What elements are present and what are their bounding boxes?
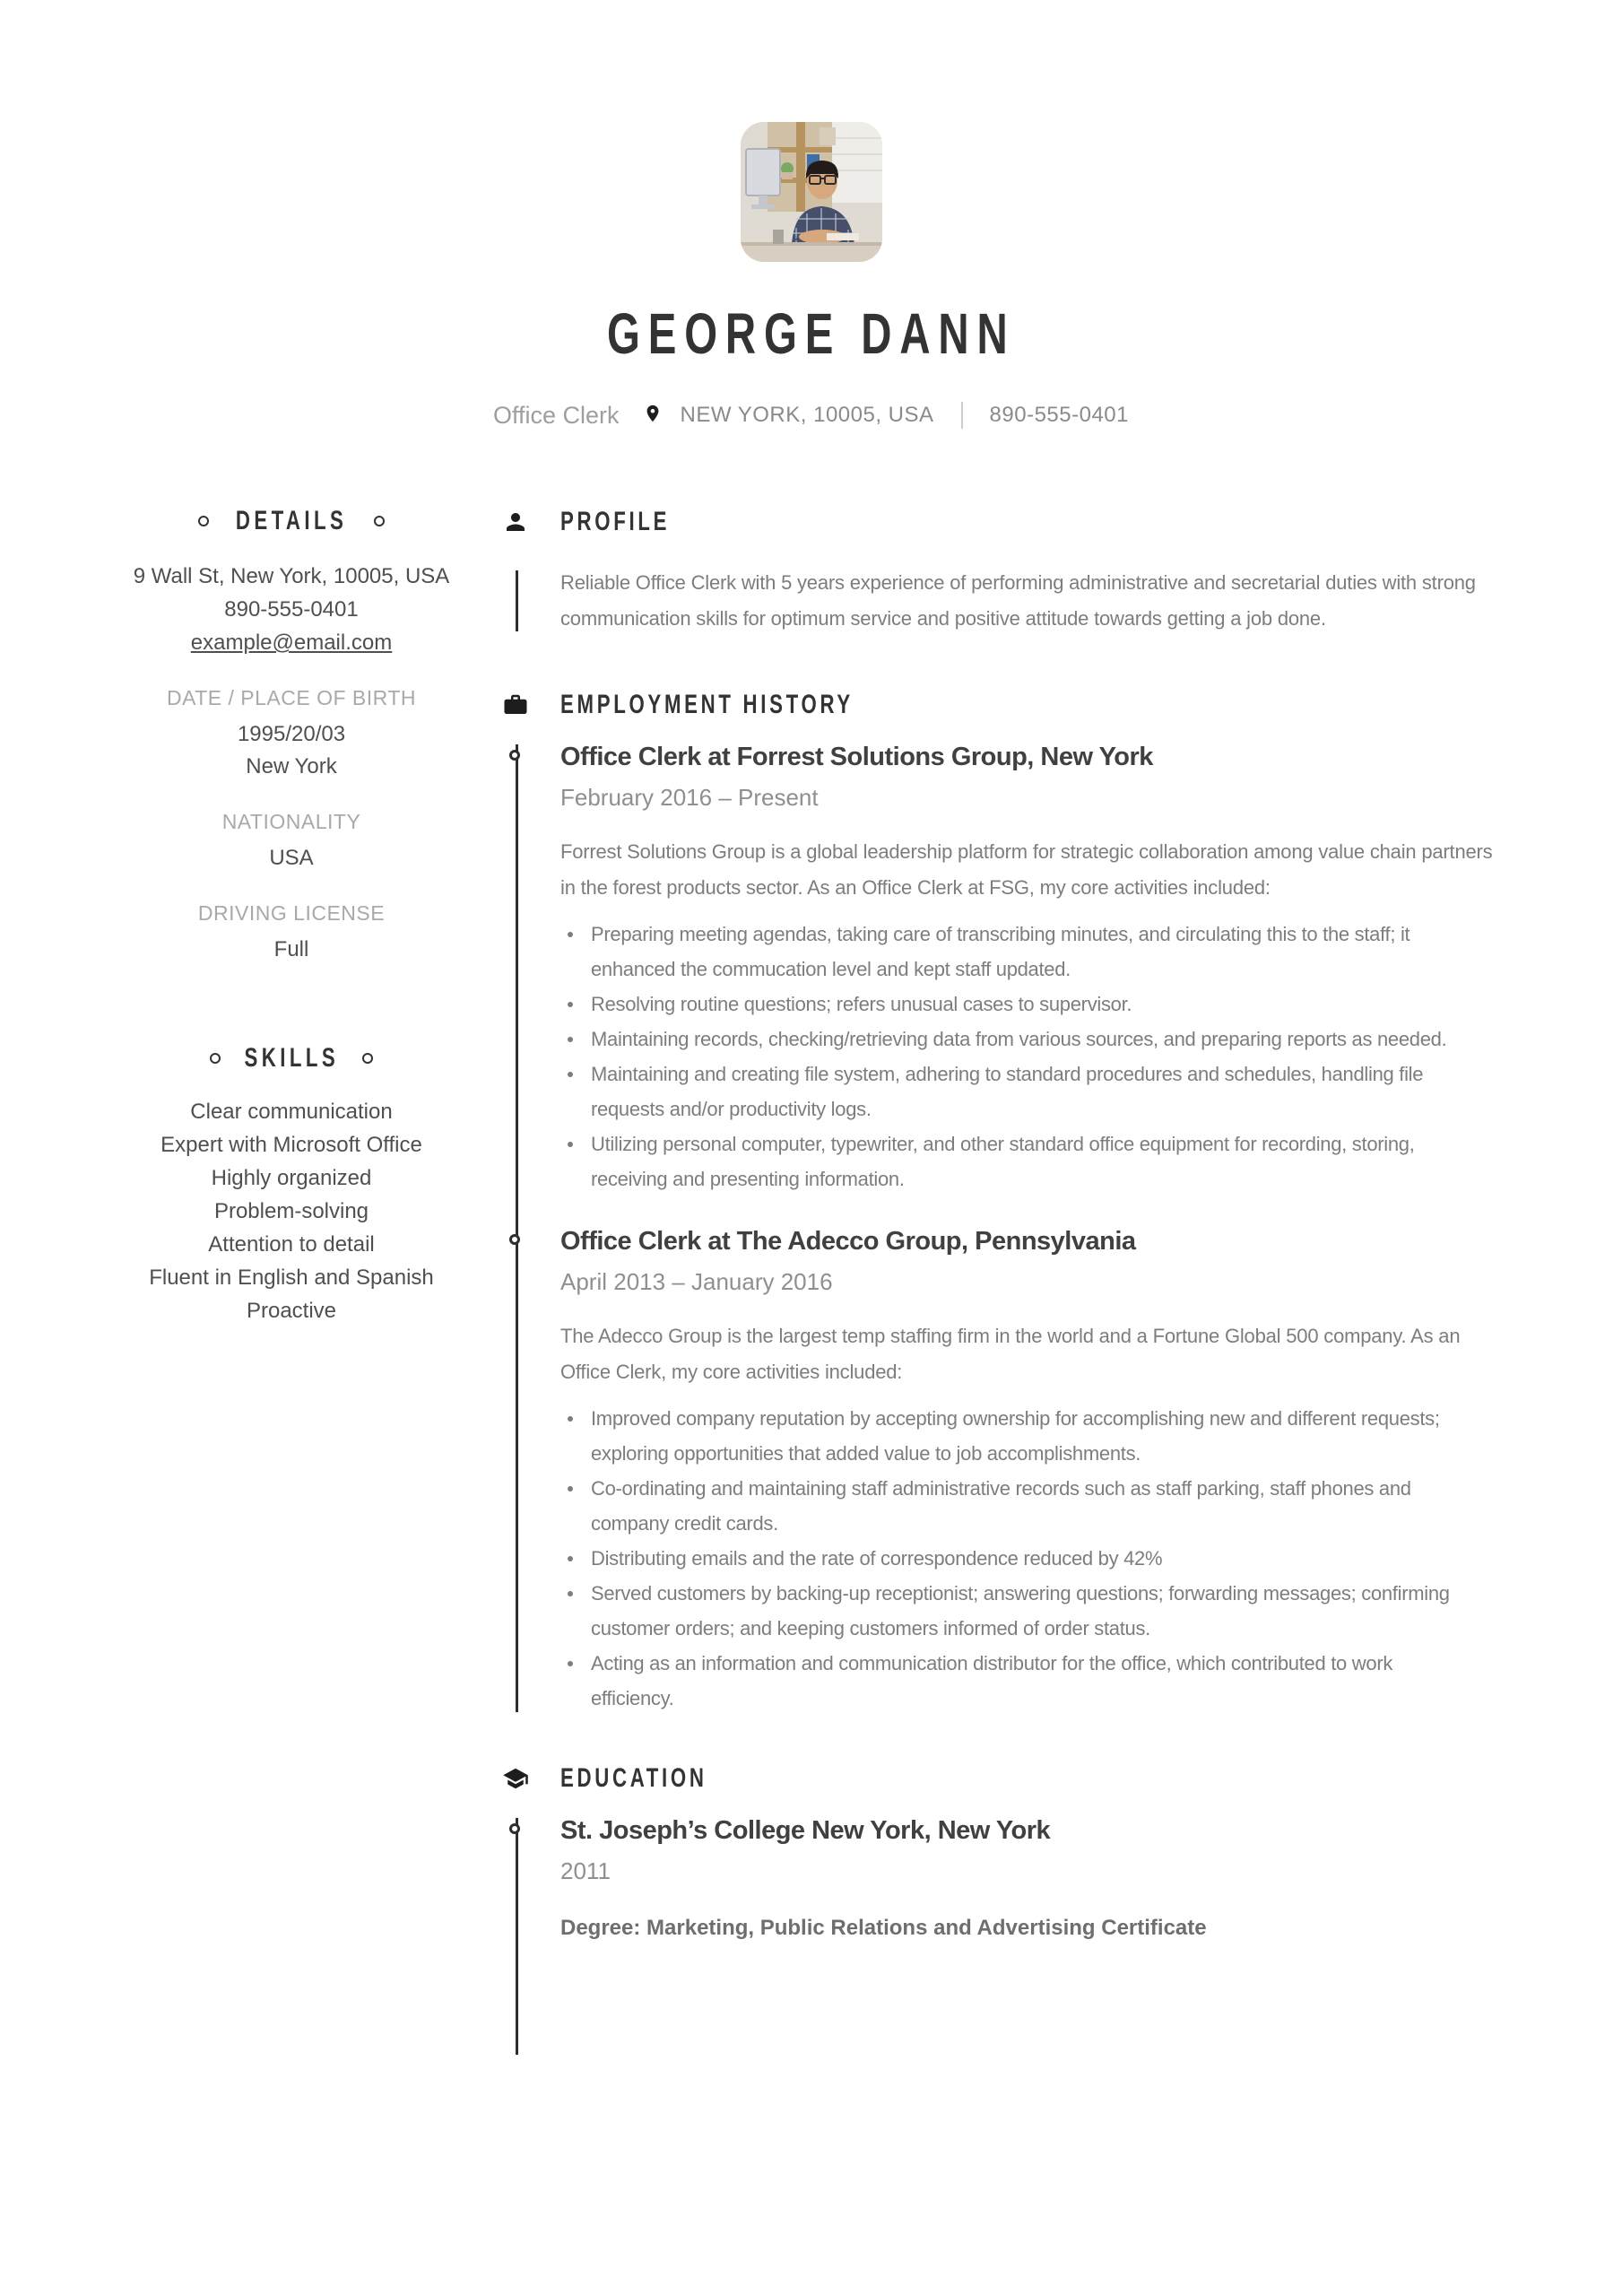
job-entry [502,1225,1523,1716]
detail-label: DRIVING LICENSE [197,901,386,925]
bullet-item: Co-ordinating and maintaining staff administrative records such as staff parking, staff phones and company credit cards. [560,1471,1470,1541]
detail-value: USA [269,846,314,870]
skill-item: Problem-solving [213,1199,369,1223]
header-subtitle [0,400,1622,430]
sidebar [90,506,493,2058]
candidate-job-title: Office Clerk [492,401,620,429]
skills-section [90,1043,493,1327]
school-entry [502,1814,1523,1942]
skill-item: Attention to detail [208,1232,375,1257]
skill-item: Fluent in English and Spanish [149,1265,434,1290]
education-section-title: EDUCATION [560,1763,707,1793]
timeline-node-icon [509,750,520,761]
ring-icon [374,516,385,526]
email-link[interactable]: example@email.com [190,631,393,655]
bullet-item: Improved company reputation by accepting ownership for accomplishing new and different requests; exploring opportunities that added value to job accomplishments. [560,1401,1470,1471]
skill-item: Highly organized [211,1166,372,1190]
job-summary: The Adecco Group is the largest temp staffing firm in the world and a Fortune Global 500 company. As an Office Clerk, my core activities included: [560,1325,1461,1383]
profile-text: Reliable Office Clerk with 5 years experience of performing administrative and secretarial duties with strong communication skills for optimum service and positive attitude towards getting a job done. [560,571,1476,630]
timeline-node-icon [509,1823,520,1834]
header [0,0,1622,430]
detail-label: DATE / PLACE OF BIRTH [166,686,417,709]
profile-section [502,506,1523,637]
profile-section-title: PROFILE [560,507,671,536]
detail-group-license [90,900,493,966]
school-title: St. Joseph’s College New York, New York [560,1816,1051,1845]
employment-section [502,689,1523,1716]
bullet-item: Acting as an information and communication distributor for the office, which contributed to work efficiency. [560,1646,1470,1716]
bullet-item: Served customers by backing-up receptionist; answering questions; forwarding messages; confirming customer orders; and keeping customers informed of order status. [560,1576,1470,1646]
bullet-item: Utilizing personal computer, typewriter, and other standard office equipment for recording, storing, receiving and presenting information. [560,1126,1470,1196]
skill-item: Proactive [246,1299,337,1323]
location-pin-icon [643,401,663,430]
briefcase-icon [502,691,529,718]
school-dates: 2011 [560,1857,611,1884]
skills-section-title: SKILLS [90,1043,493,1074]
education-timeline [502,1814,1523,2058]
bullet-item: Preparing meeting agendas, taking care of transcribing minutes, and circulating this to the staff; it enhanced the commucation level and kept staff updated. [560,917,1470,987]
ring-icon [198,516,209,526]
bullet-item: Resolving routine questions; refers unusual cases to supervisor. [560,987,1470,1022]
job-bullet-list [560,917,1523,1196]
graduation-cap-icon [502,1765,529,1792]
timeline-node-icon [509,1234,520,1245]
email-line [90,626,493,659]
job-entry [502,741,1523,1196]
education-section [502,1762,1523,2058]
employment-timeline [502,741,1523,1716]
profile-photo-illustration [741,122,882,262]
contact-block [90,560,493,659]
detail-group-birth [90,684,493,783]
candidate-phone: 890-555-0401 [989,403,1129,427]
job-dates: February 2016 – Present [560,784,819,811]
detail-value: New York [246,754,337,778]
job-title: Office Clerk at The Adecco Group, Pennsylvania [560,1227,1136,1256]
detail-group-nationality [90,808,493,874]
job-title: Office Clerk at Forrest Solutions Group, New York [560,743,1153,771]
job-bullet-list [560,1401,1523,1716]
skill-item: Clear communication [190,1100,393,1124]
skills-list [90,1095,493,1327]
skill-item: Expert with Microsoft Office [160,1133,422,1157]
detail-value: Full [273,937,309,961]
bullet-item: Maintaining and creating file system, adhering to standard procedures and schedules, handling file requests and/or productivity logs. [560,1057,1470,1126]
job-dates: April 2013 – January 2016 [560,1268,833,1295]
phone-line: 890-555-0401 [224,597,359,622]
address-line: 9 Wall St, New York, 10005, USA [133,564,450,588]
subtitle-divider [961,402,963,429]
profile-photo [741,122,882,262]
candidate-location: NEW YORK, 10005, USA [680,403,934,427]
detail-value: 1995/20/03 [237,722,346,746]
ring-icon [210,1053,221,1064]
bullet-item: Maintaining records, checking/retrieving data from various sources, and preparing reports as needed. [560,1022,1470,1057]
school-degree: Degree: Marketing, Public Relations and Advertising Certificate [560,1916,1207,1940]
candidate-name: GEORGE DANN [606,301,1016,366]
detail-label: NATIONALITY [221,810,361,833]
person-icon [502,509,529,535]
details-section-title: DETAILS [90,506,493,536]
ring-icon [362,1053,373,1064]
employment-section-title: EMPLOYMENT HISTORY [560,690,854,719]
main-content [502,506,1523,2058]
bullet-item: Distributing emails and the rate of correspondence reduced by 42% [560,1541,1470,1576]
job-summary: Forrest Solutions Group is a global leadership platform for strategic collaboration among value chain partners in the forest products sector. As an Office Clerk at FSG, my core activities included: [560,840,1493,899]
